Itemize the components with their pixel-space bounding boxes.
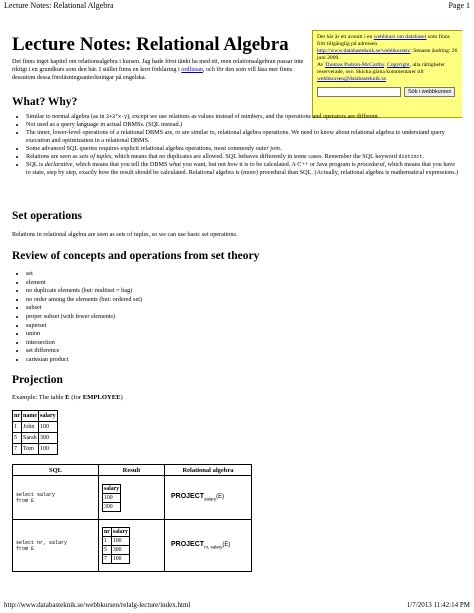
list-item: • cartesian product <box>26 356 460 365</box>
column-header: nr <box>104 529 110 535</box>
table-cell: 100 <box>39 444 58 455</box>
course-link[interactable]: webbkurs om databaser <box>373 34 427 40</box>
course-info-text: som finns fritt tillgänglig på adressen <box>317 34 450 47</box>
list-item: • set difference <box>26 347 460 356</box>
table-cell: 300 <box>39 433 58 444</box>
list-item: • set <box>26 270 460 279</box>
table-header-row <box>13 411 58 422</box>
column-header: Result <box>99 465 165 476</box>
result-table <box>102 484 121 512</box>
page-title: Lecture Notes: Relational Algebra <box>12 34 289 55</box>
table-cell: 1 <box>13 422 22 433</box>
table-cell: 7 <box>103 555 112 564</box>
list-item: • no order among the elements (but: ordered set) <box>26 296 460 305</box>
search-row <box>317 87 459 97</box>
intro-text-2: , och för den som vill läsa mer finns dessutom dessa föreläsningsanteckningar på engelska. <box>12 66 293 81</box>
list-item: • SQL is declarative, which means that you tell the DBMS what you want, but not how it is to be calculated. A C++ or Java program is procedural, which means that you have to state, step by step, exactly how the result should be calculated. Relational algebra is (more) procedural than SQL. (Actually, relational algebra is mathematical expressions.) <box>26 161 460 177</box>
course-url-link[interactable]: http://www.databasteknik.se/webbkursen/ <box>317 48 411 54</box>
course-info-text: , alla rättigheter reserverade, osv. Skicka gärna kommentarer till <box>317 62 445 75</box>
table-row <box>13 476 252 520</box>
email-link[interactable]: webbkursen@databasteknik.se <box>317 76 386 82</box>
table-cell: 100 <box>39 422 58 433</box>
section-heading-review: Review of concepts and operations from set theory <box>12 250 260 262</box>
result-table <box>102 527 130 564</box>
result-cell <box>99 476 165 520</box>
table-cell: Tom <box>22 444 39 455</box>
section-heading-set-operations: Set operations <box>12 210 82 222</box>
search-input[interactable] <box>317 87 401 97</box>
author-link[interactable]: Thomas Padron-McCarthy <box>324 62 385 68</box>
list-item: • Similar to normal algebra (as in 2+3*x-y), except we use relations as values instead of numbers, and the operations and operators are different. <box>26 113 460 121</box>
table-cell: John <box>22 422 39 433</box>
list-item: • intersection <box>26 339 460 348</box>
column-header: salary <box>39 411 58 422</box>
table-cell: Sarah <box>22 433 39 444</box>
search-button[interactable]: Sök i webbkursen <box>404 87 455 97</box>
sql-cell: select salary from E <box>13 476 99 520</box>
list-item: • Some advanced SQL queries requires explicit relational algebra operations, most commonly outer join. <box>26 145 460 153</box>
table-row <box>103 493 121 502</box>
course-info-text: . <box>386 76 388 82</box>
list-item: • proper subset (with fewer elements) <box>26 313 460 322</box>
document-page <box>12 18 462 598</box>
table-row <box>103 555 130 564</box>
list-item: • subset <box>26 304 460 313</box>
table-cell: 100 <box>111 555 129 564</box>
employee-table <box>12 410 58 455</box>
column-header: salary <box>112 529 128 535</box>
glossary-link[interactable]: ordlistan <box>181 66 203 73</box>
print-header-page: Page 1 <box>448 1 470 10</box>
table-row <box>103 546 130 555</box>
section-heading-projection: Projection <box>12 374 63 386</box>
table-row <box>103 537 130 546</box>
table-cell: 7 <box>13 444 22 455</box>
table-cell: 5 <box>13 433 22 444</box>
course-info-text: Det här är ett avsnitt i en <box>317 34 374 40</box>
intro-text: Det finns inget kapitel om relationsalgebra i kursen. Jag hade först tänkt ha med ett, men relationsalgebran passar inte riktigt i en grundkurs som den här. I stället finns en kort förklaring i <box>12 58 304 73</box>
list-item: • superset <box>26 322 460 331</box>
course-info-text: . Senaste ändring: 26 juni 2009. <box>317 48 458 61</box>
list-item: • The inner, lower-level operations of a relational DBMS are, or are similar to, relational algebra operations. We need to know about relational algebra to understand query execution and optimization in a relational DBMS. <box>26 129 460 145</box>
table-cell: 300 <box>103 502 121 511</box>
list-item: • no duplicate elements (but: multiset = bag) <box>26 287 460 296</box>
print-header-title: Lecture Notes: Relational Algebra <box>4 1 114 10</box>
table-cell: 100 <box>111 537 129 546</box>
course-info-text: Av <box>317 62 325 68</box>
relational-algebra-cell: $PROJECT_{salary}(E)$ <box>165 476 252 520</box>
relational-algebra-cell: $PROJECT_{nr, salary}(E)$ <box>165 520 252 572</box>
table-row <box>13 433 58 444</box>
column-header: salary <box>104 485 120 492</box>
what-why-list <box>26 113 460 177</box>
table-cell: 5 <box>103 546 112 555</box>
table-row <box>13 422 58 433</box>
print-footer <box>4 601 470 611</box>
list-item: • Not used as a query language in actual DBMSs. (SQL instead.) <box>26 121 460 129</box>
set-operations-text: Relations in relational algebra are seen as sets of tuples, so we can use basic set operations. <box>12 231 238 238</box>
table-row <box>13 520 252 572</box>
table-cell: 300 <box>111 546 129 555</box>
projection-query-table <box>12 464 252 572</box>
course-info-text: . <box>384 62 387 68</box>
footer-datetime: 1/7/2013 11:42:14 PM <box>406 601 470 609</box>
column-header: Relational algebra <box>165 465 252 476</box>
projection-example: Example: The table E (for EMPLOYEE) <box>12 394 123 401</box>
course-info-line-2 <box>317 62 459 83</box>
column-header: nr <box>13 411 22 422</box>
intro-paragraph <box>12 58 304 82</box>
table-cell: 100 <box>103 493 121 502</box>
table-row <box>103 502 121 511</box>
column-header: name <box>22 411 39 422</box>
section-heading-what-why: What? Why? <box>12 96 78 108</box>
footer-url: http://www.databasteknik.se/webbkursen/relalg-lecture/index.html <box>4 601 191 609</box>
table-header-row <box>13 465 252 476</box>
sql-cell: select nr, salary from E <box>13 520 99 572</box>
result-cell <box>99 520 165 572</box>
review-list <box>26 270 460 365</box>
table-row <box>13 444 58 455</box>
list-item: • union <box>26 330 460 339</box>
course-info-box <box>312 30 462 118</box>
course-info-line-1 <box>317 34 459 62</box>
table-cell: 1 <box>103 537 112 546</box>
print-header <box>4 1 470 12</box>
column-header: SQL <box>13 465 99 476</box>
list-item: • element <box>26 279 460 288</box>
list-item: • Relations are seen as sets of tuples, which means that no duplicates are allowed. SQL behaves differently in some cases. Remember the SQL keyword distinct. <box>26 153 460 161</box>
copyright-link[interactable]: Copyright <box>386 62 410 68</box>
